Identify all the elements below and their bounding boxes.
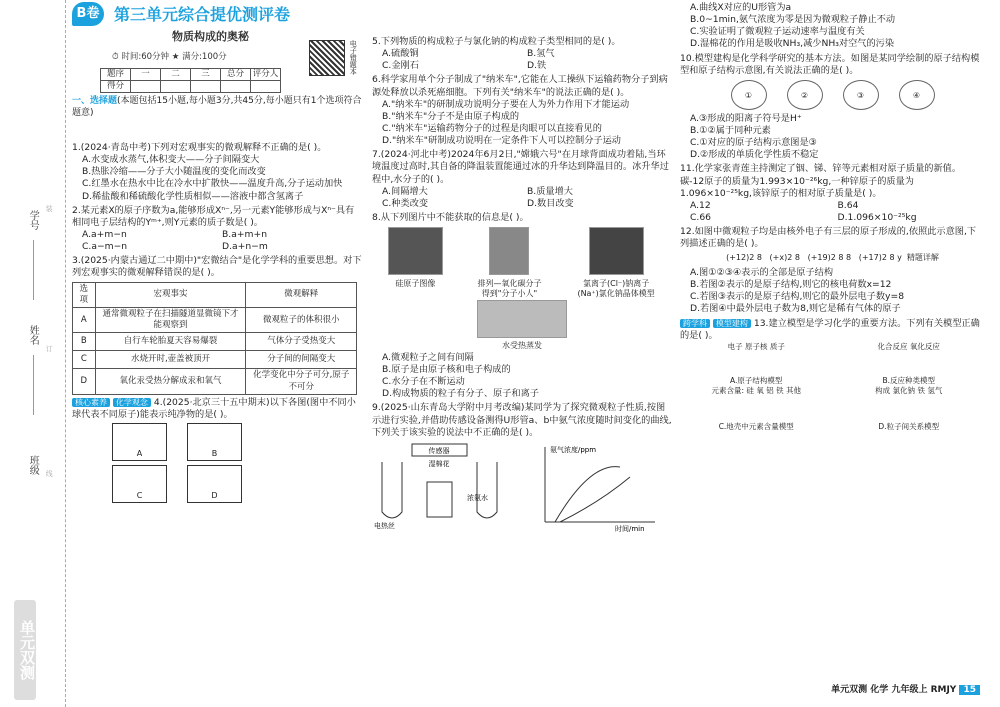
time-limit: 时间:60分钟 — [121, 52, 170, 62]
column-1 — [72, 0, 362, 505]
blank-line — [33, 355, 34, 415]
ammonia-label: 浓氨水 — [467, 493, 488, 502]
y-axis-label: 氨气浓度/ppm — [550, 445, 597, 454]
question-10: 10.模型建构是化学科学研究的基本方法。如图是某同学绘制的原子结构模型和原子结构示意图,有关说法正确的是( )。 ① ② ③ ④ A.③形成的阳离子符号是H⁺ B.①②属于同种元素 C.①对应的原子结构示意图是③ D.②形成的单质化学性质不稳定 — [680, 52, 980, 161]
question-11: 11.化学家张青莲主持测定了铟、锑、锌等元素相对原子质量的新值。碳-12原子的质量为1.993×10⁻²⁶kg,一种锌原子的质量为1.096×10⁻²⁵kg,该锌原子的相对原子质量是( )。 A.12 B.64 C.66 D.1.096×10⁻²⁵kg — [680, 163, 962, 223]
silicon-image — [388, 227, 443, 275]
question-8: 8.从下列图片中不能获取的信息是( )。 硅原子图像 排列—氧化碳分子得到"分子小人" 氯离子(Cl⁻)钠离子(Na⁺)氯化钠晶体模型 水受热蒸发 A.微观粒子之间有间隔 B.原子是由原子核和电子构成的 C.水分子在不断运动 D.构成物质的粒子有分子、原子和离子 — [372, 211, 655, 400]
question-2: 2.某元素X的原子序数为a,能够形成Xⁿ⁻,另一元素Y能够形成与Xⁿ⁻具有相同电子层结构的Yᵐ⁺,则Y元素的质子数是( )。 A.a+m−n B.a+m+n C.a−m−n D.a+n−m — [72, 204, 355, 253]
atom-structure-model: 电子 原子核 质子 — [727, 341, 785, 351]
exam-meta: ⏱ 时间:60分钟 ★ 满分:100分 — [112, 52, 227, 62]
section-heading: 一、选择题(本题包括15小题,每小题3分,共45分,每小题只有1个选项符合题意) — [72, 96, 362, 118]
question-12: 12.如图中微观粒子均是由核外电子有三层的原子形成的,依照此示意图,下列描述正确的是( )。 (+12)2 8 (+x)2 8 (+19)2 8 8 (+17)2 8 y 精题详解 A.图①②③④表示的全部是原子结构 B.若图②表示的是原子结构,则它的核电荷数x=12 C.若图③表示的是原子结构,则它的最外层电子数y=8 D.若图④中最外层电子数为8,则它是稀有气体的原子 — [680, 226, 985, 315]
q4-option-b[interactable]: B — [187, 423, 242, 461]
q3-table: 选项 宏观事实 微观解释 A 通常微观粒子在扫描隧道显微镜下才能观察到 微观粒子的体积很小 B 自行车轮胎夏天容易爆裂 气体分子受热变大 C 水烧开时,壶盖被顶开 分子间的间隔变大 D 氧化汞受热分解成汞和氧气 化学变化中分子可分,原子不可分 — [72, 282, 357, 395]
seal-mark: 装 — [45, 205, 54, 212]
atom-model-2: ② — [787, 80, 823, 110]
atom-model-1: ① — [731, 80, 767, 110]
crust-element-chart: 元素含量: 硅 氧 铝 铁 其他 — [711, 385, 801, 395]
qr-code-icon[interactable] — [309, 40, 345, 76]
question-5: 5.下列物质的构成粒子与氯化钠的构成粒子类型相同的是( )。 A.硫酸铜 B.氢气 C.金刚石 D.铁 — [372, 36, 621, 72]
question-6: 6.科学家用单个分子制成了"纳米车",它能在人工操纵下运输药物分子到病源处释放以杀死癌细胞。下列有关"纳米车"的说法正确的是( )。 A."纳米车"的研制成功说明分子要在人为外力作用下才能运动 B."纳米车"分子不是由原子构成的 C."纳米车"运输药物分子的过程是肉眼可以直接看见的 D."纳米车"研制成功说明在一定条件下人可以控制分子运动 — [372, 74, 668, 147]
question-1: 1.(2024·青岛中考)下列对宏观事实的微观解释不正确的是( )。 A.水变成水蒸气,体积变大——分子间隔变大 B.热胀冷缩——分子大小随温度的变化而改变 C.红墨水在热水中比在冷水中扩散快——温度升高,分子运动加快 D.稀盐酸和稀硫酸化学性质相似——溶液中都含氢离子 — [72, 142, 343, 202]
cotton-label: 湿棉花 — [428, 459, 450, 468]
paper-badge: B卷 — [72, 2, 104, 26]
u-tube-apparatus — [372, 442, 522, 532]
name-label: 姓名 — [27, 325, 39, 345]
class-label: 班级 — [27, 455, 39, 475]
ion-diagrams: (+12)2 8 (+x)2 8 (+19)2 8 8 (+17)2 8 y 精题详解 — [726, 253, 939, 263]
binding-strip — [0, 0, 66, 707]
atom-diagram-3: ③ — [843, 80, 879, 110]
question-9-options: A.曲线X对应的U形管为a B.0~1min,氨气浓度为零是因为微观粒子静止不动 C.实验证明了微观粒子运动速率与温度有关 D.湿棉花的作用是吸收NH₃,减少NH₃对空气的污染 — [690, 2, 896, 50]
x-axis-label: 时间/min — [615, 524, 645, 532]
question-4: 核心素养 化学观念 4.(2025·北京三十五中期末)以下各图(图中不同小球代表不同原子)能表示纯净物的是( )。 A B C D — [72, 397, 362, 505]
sensor-label: 传感器 — [428, 446, 450, 455]
molecule-man-image — [489, 227, 529, 275]
exam-title: 第三单元综合提优测评卷 — [114, 5, 291, 24]
question-13: 跨学科 模型建构 13.建立模型是学习化学的重要方法。下列有关模型正确的是( )。 电子 原子核 质子 A.原子结构模型 化合反应 氧化反应 B.反应种类模型 元素含量: 硅 氧 铝 铁 其他 C.地壳中元素含量模型 构成 氯化钠 铁 氢气 D.粒子间关系模型 — [680, 318, 985, 432]
evaporation-image — [477, 300, 567, 338]
question-9: 9.(2025·山东青岛大学附中月考改编)某同学为了探究微观粒子性质,按图示进行实验,并借助传感设备测得U形管a、b中氨气浓度随时间变化的曲线,下列关于该实验的说法中不正确的是( )。 传感器 湿棉花 浓氨水 电热丝 氨气浓度/ppm 时间/min — [372, 402, 672, 532]
nacl-crystal-image — [589, 227, 644, 275]
exam-subtitle: 物质构成的奥秘 — [172, 30, 249, 43]
concentration-chart — [530, 442, 660, 532]
page-number: 15 — [959, 685, 980, 695]
blank-line — [33, 240, 34, 300]
exam-header — [72, 0, 362, 140]
qr-caption: 电子错题本 — [349, 40, 358, 75]
score-table: 题序 一 二 三 总分 评分人 得分 — [100, 68, 281, 93]
atom-diagram-4: ④ — [899, 80, 935, 110]
seal-mark: 订 — [45, 345, 54, 352]
heater-label: 电热丝 — [374, 521, 395, 530]
full-score: 满分:100分 — [182, 52, 227, 62]
page-footer: 单元双测 化学 九年级上 RMJY 15 — [831, 685, 980, 697]
column-2 — [372, 0, 672, 532]
brand-vertical: 单元双测 — [14, 600, 36, 700]
question-3: 3.(2025·内蒙古通辽二中期中)"宏微结合"是化学学科的重要思想。对下列宏观事实的微观解释错误的是( )。 选项 宏观事实 微观解释 A 通常微观粒子在扫描隧道显微镜下才能观察到 微观粒子的体积很小 B 自行车轮胎夏天容易爆裂 气体分子受热变大 C 水烧开时,壶盖被顶开 分子间的间隔变大 D 氧化汞受热分解成汞和氧气 化学变化中分子可分,原子不可分 — [72, 255, 362, 395]
q4-option-a[interactable]: A — [112, 423, 167, 461]
reaction-type-model: 化合反应 氧化反应 — [877, 341, 940, 351]
column-3 — [680, 0, 985, 432]
question-7: 7.(2024·河北中考)2024年6月2日,"嫦娥六号"在月球背面成功着陆,当环境温度过高时,其自备的降温装置能通过冰的升华达到降温目的。冰升华过程中,水分子的( )。 A.间隔增大 B.质量增大 C.种类改变 D.数目改变 — [372, 149, 669, 209]
qr-detail-label[interactable]: 精题详解 — [906, 253, 939, 263]
q4-option-d[interactable]: D — [187, 465, 242, 503]
student-id-label: 学号 — [27, 210, 39, 230]
particle-relation-model: 构成 氯化钠 铁 氢气 — [875, 385, 943, 395]
q4-option-c[interactable]: C — [112, 465, 167, 503]
seal-mark: 线 — [45, 470, 54, 477]
